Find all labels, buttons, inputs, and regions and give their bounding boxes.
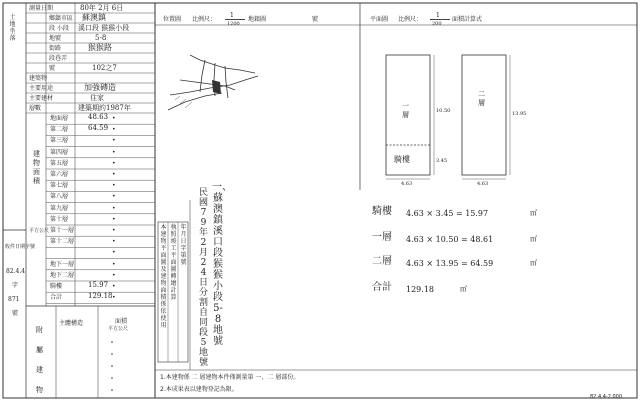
floor-row-dot: • — [112, 171, 116, 178]
floor-row-label: 第六層 — [50, 171, 69, 178]
calc-unit: ㎡ — [530, 209, 537, 217]
survey-date-label: 測量日期 — [29, 5, 54, 12]
township-value: 蘇澳鎮 — [82, 13, 106, 22]
dim-h3: 13.95 — [512, 111, 527, 117]
floor-row-value: 48.63 — [88, 113, 109, 121]
side-word-value: 871 — [8, 296, 20, 303]
floor-row-label: 地下一層 — [50, 260, 75, 268]
section-label: 段 小段 — [49, 25, 69, 32]
calc-formula: 129.18 — [406, 285, 434, 294]
floor-row-dot: • — [112, 249, 116, 257]
location-no-label: 號 — [312, 16, 319, 23]
lot-value: 5-8 — [95, 34, 107, 42]
area-unit-label: 平方公尺 — [29, 228, 50, 234]
survey-date-value: 80年 2月 6日 — [80, 4, 124, 12]
floor-row-value: 15.97 — [88, 281, 109, 289]
annex-area-label: 面積 — [115, 318, 128, 325]
footnote-1: 1.本建物係 二 層建物本件僅測量第 一、二 層部份。 — [160, 374, 300, 381]
annex-unit-label: 平方公尺 — [108, 326, 129, 332]
floor-plan-scale-label: 比例尺： — [398, 16, 423, 23]
calc-label: 一層 — [372, 232, 392, 243]
floor-row-label: 地面層 — [50, 115, 69, 122]
calc-label: 騎樓 — [372, 206, 392, 217]
floor-plan-suffix: 面積計算式 — [452, 16, 483, 23]
floor-row-label: 第五層 — [50, 159, 69, 167]
floors-value: 建築期約1987年 — [78, 104, 131, 112]
floor-plan-scale-den: 200 — [432, 21, 442, 27]
handwritten-note-line2: 民國79年2月24日分割自同段5地號 — [198, 188, 208, 368]
calc-formula: 4.63 × 3.45 = 15.97 — [406, 209, 489, 218]
dim-h2: 3.45 — [436, 158, 448, 164]
floor-row-dot: • — [112, 215, 116, 223]
location-scale-label: 比例尺： — [192, 16, 217, 23]
notes-col2: 執照竣工平面圖轉繪計算 — [170, 224, 177, 301]
building-area-label: 建物面積 — [33, 150, 40, 185]
floor2-label: 二層 — [478, 90, 485, 107]
street-label: 街路 — [49, 45, 62, 52]
dim-width1: 4.63 — [401, 181, 413, 187]
floor-row-label: 第十層 — [50, 215, 69, 223]
floors-label: 層數 — [29, 105, 42, 112]
floor-row-label: 第十一層 — [50, 227, 75, 234]
location-scale-den: 1200 — [227, 21, 240, 27]
dim-h1: 10.50 — [436, 108, 451, 114]
floor-row-dot: • — [112, 126, 116, 134]
floor-row-dot: • — [112, 260, 116, 268]
floor-row-value: 64.59 — [88, 124, 109, 133]
floor-row-label: 第七層 — [50, 182, 69, 190]
floor-row-label: 合計 — [50, 294, 63, 302]
location-scale-num: 1 — [230, 12, 234, 19]
floor-row-dot: • — [112, 159, 116, 167]
material-value: 住家 — [90, 94, 104, 102]
floor-row-label: 第二層 — [50, 126, 69, 134]
floor-row-dot: • — [112, 294, 116, 302]
floor-row-dot: • — [112, 204, 116, 212]
main-use-label: 主要用途 — [29, 85, 54, 92]
floor-plan-scale-num: 1 — [436, 12, 440, 19]
floor-row-label: 第八層 — [50, 193, 69, 201]
floor-row-label: 第十二層 — [50, 238, 75, 246]
floor-row-label: 第九層 — [50, 204, 69, 212]
floor-row-dot: • — [112, 227, 116, 234]
door-value: 102之7 — [92, 64, 117, 72]
calc-unit: ㎡ — [460, 285, 467, 293]
street-value: 猴猴路 — [88, 43, 112, 52]
section-value: 溪口段 猴猴小段 — [78, 24, 130, 32]
side-date-label: 收件日期字號 — [5, 244, 36, 250]
floor-row-dot: • — [112, 271, 116, 279]
location-map-title: 位置圖 — [163, 16, 182, 23]
arcade-label: 騎樓 — [394, 155, 410, 164]
building-use-label: 建築物 — [29, 75, 48, 82]
alley-label: 段巷弄 — [49, 55, 68, 62]
side-date-value: 82.4.4 — [6, 268, 26, 275]
floor-row-dot: • — [112, 137, 116, 145]
notes-col1: 本建物平面圖及建物面積係依使用 — [160, 224, 167, 329]
annex-use-label: 主體構造 — [59, 320, 84, 327]
floor-row-label: 騎樓 — [50, 283, 63, 290]
floor-row-dot: • — [112, 193, 116, 201]
calc-unit: ㎡ — [530, 235, 537, 243]
calc-unit: ㎡ — [530, 259, 537, 267]
side-no-label: 號 — [12, 310, 19, 317]
dim-width2: 4.63 — [477, 181, 489, 187]
material-label: 主要建材 — [29, 95, 54, 102]
floor-row-dot: • — [112, 115, 116, 122]
handwritten-note-line1: 一、蘇澳鎮溪口段猴猴小段5-8地號 — [212, 182, 232, 347]
notes-col3: 年月日字第號 — [180, 224, 187, 266]
calc-formula: 4.63 × 10.50 = 48.61 — [406, 235, 494, 244]
floor2-outline — [462, 55, 506, 175]
floor-row-dot: • — [112, 182, 116, 190]
calc-formula: 4.63 × 13.95 = 64.59 — [406, 259, 494, 268]
floor-row-dot: • — [112, 238, 116, 246]
land-section-label: 土地坐落 — [9, 14, 16, 42]
annex-label: 附屬建物 — [36, 326, 43, 394]
floor-row-value: 129.18 — [88, 292, 113, 301]
corner-code: 82.4.4-2.000 — [590, 394, 623, 400]
floor1-label: 一層 — [402, 102, 409, 119]
calc-label: 二層 — [372, 256, 392, 267]
calc-label: 合計 — [372, 282, 392, 293]
door-label: 號 — [49, 65, 56, 72]
floor-row-label: 第三層 — [50, 137, 69, 145]
footnote-2: 2.本成果表以建物登記為限。 — [160, 386, 238, 393]
floor-row-label: 地下二層 — [50, 271, 75, 279]
lot-label: 地號 — [49, 35, 62, 42]
floor-plan-title: 平面圖 — [370, 16, 389, 23]
floor-row-dot: • — [112, 148, 116, 156]
side-word-label: 字 — [12, 282, 19, 289]
location-map-suffix: 地籍圖 — [248, 16, 267, 23]
township-label: 鄉鎮市區 — [49, 15, 74, 22]
floor-row-label: 第四層 — [50, 148, 69, 156]
main-use-value: 加強磚造 — [84, 83, 116, 92]
floor-row-dot: • — [112, 283, 116, 290]
